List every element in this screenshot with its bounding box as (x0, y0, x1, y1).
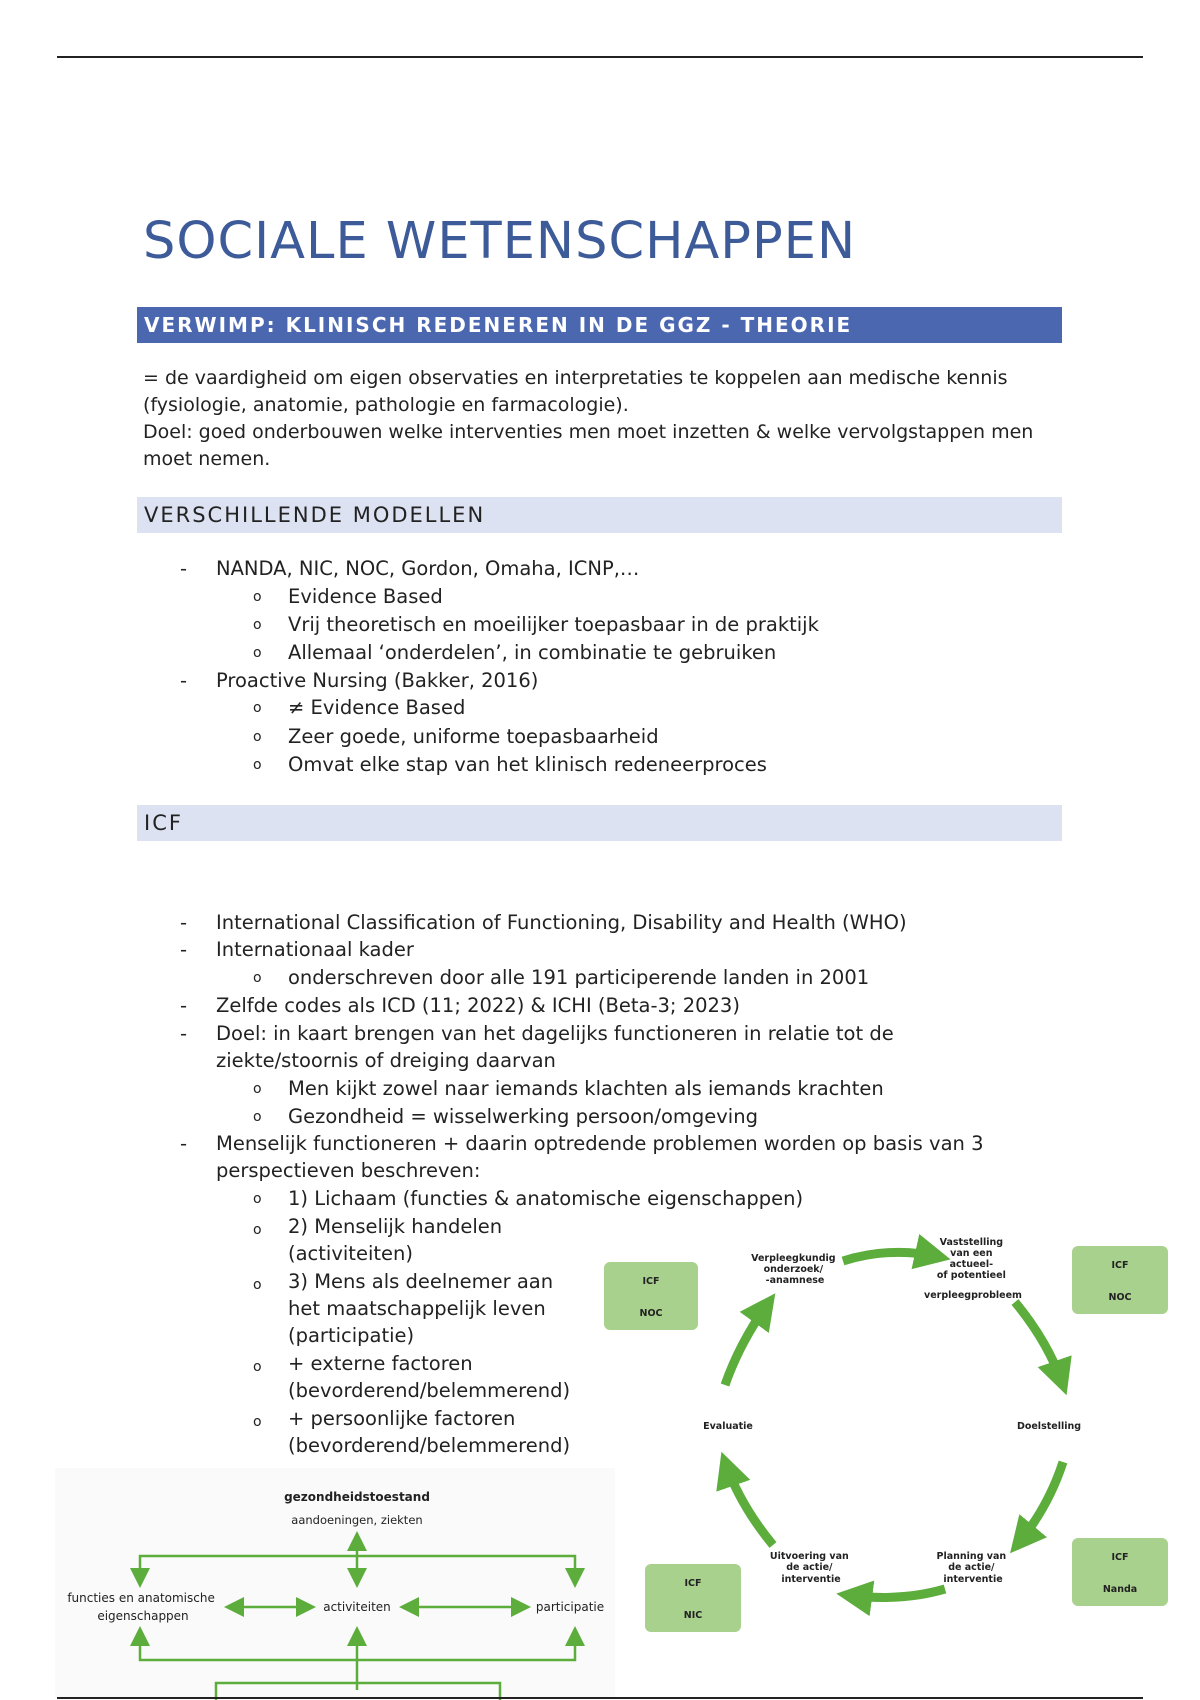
icf-right-label: participatie (535, 1600, 605, 1614)
item-text: Men kijkt zowel naar iemands klachten als iemands krachten (288, 1077, 884, 1100)
item-text: Omvat elke stap van het klinisch redeneerproces (288, 753, 767, 776)
bullet-marker: o (253, 1359, 262, 1375)
bullet-marker: o (253, 1191, 262, 1207)
svg-text:ICF: ICF (684, 1578, 702, 1589)
models-heading: VERSCHILLENDE MODELLEN (137, 497, 1062, 533)
item-text: Zelfde codes als ICD (11; 2022) & ICHI (Beta-3; 2023) (216, 994, 740, 1017)
item-text: Vrij theoretisch en moeilijker toepasbaar in de praktijk (288, 613, 819, 636)
item-text: NANDA, NIC, NOC, Gordon, Omaha, ICNP,… (216, 557, 640, 580)
dash-marker: - (180, 938, 188, 961)
item-text: 1) Lichaam (functies & anatomische eigenschappen) (288, 1187, 804, 1210)
dash-marker: - (180, 669, 188, 692)
bullet-marker: o (253, 617, 262, 633)
item-text: Gezondheid = wisselwerking persoon/omgeving (288, 1105, 758, 1128)
node-evaluatie: Evaluatie (703, 1421, 753, 1432)
item-text: 3) Mens als deelnemer aan het maatschappelijk leven (participatie) (288, 1270, 554, 1347)
dash-marker: - (180, 1132, 188, 1155)
svg-text:Nanda: Nanda (1102, 1584, 1138, 1595)
bullet-marker: o (253, 589, 262, 605)
node-onderzoek: Verpleegkundig onderzoek/ -anamnese (751, 1253, 836, 1286)
item-text: 2) Menselijk handelen (activiteiten) (288, 1215, 503, 1265)
item-text: Proactive Nursing (Bakker, 2016) (216, 669, 539, 692)
item-text: + persoonlijke factoren (bevorderend/belemmerend) (288, 1407, 571, 1457)
bullet-marker: o (253, 645, 262, 661)
icf-top-label: gezondheidstoestand (284, 1490, 430, 1504)
icf-heading: ICF (137, 805, 1062, 841)
node-vaststelling: Vaststelling van een actueel- of potentieel verpleegprobleem (924, 1237, 1022, 1301)
item-text: International Classification of Functioning, Disability and Health (WHO) (216, 911, 907, 934)
dash-marker: - (180, 994, 188, 1017)
node-planning: Planning van de actie/ interventie (936, 1551, 1007, 1585)
item-text: Internationaal kader (216, 938, 414, 961)
bullet-marker: o (253, 700, 262, 716)
bullet-marker: o (253, 729, 262, 745)
bullet-marker: o (253, 1414, 262, 1430)
dash-marker: - (180, 557, 188, 580)
item-text: Doel: in kaart brengen van het dagelijks functioneren in relatie tot de ziekte/stoornis of dreiging daarvan (216, 1022, 894, 1072)
svg-text:NIC: NIC (683, 1610, 703, 1621)
bullet-marker: o (253, 970, 262, 986)
bullet-marker: o (253, 1222, 262, 1238)
icf-left-label: functies en anatomische eigenschappen (67, 1591, 215, 1623)
intro-goal: Doel: goed onderbouwen welke interventies men moet inzetten & welke vervolgstappen men moet nemen. (143, 421, 1034, 470)
bullet-marker: o (253, 1277, 262, 1293)
node-doelstelling: Doelstelling (1016, 1421, 1082, 1432)
item-text: Zeer goede, uniforme toepasbaarheid (288, 725, 659, 748)
dash-marker: - (180, 911, 188, 934)
svg-text:ICF: ICF (642, 1276, 660, 1287)
icf-middle-label: activiteiten (323, 1600, 391, 1614)
bullet-marker: o (253, 757, 262, 773)
item-text: + externe factoren (bevorderend/belemmerend) (288, 1352, 571, 1402)
dash-marker: - (180, 1022, 188, 1045)
item-text: ≠ Evidence Based (288, 696, 466, 719)
item-text: Evidence Based (288, 585, 443, 608)
intro-definition: = de vaardigheid om eigen observaties en interpretaties te koppelen aan medische kennis (fysiologie, anatomie, pathologie en farmacologie). (143, 367, 1008, 416)
page-title: SOCIALE WETENSCHAPPEN (143, 212, 857, 271)
svg-text:NOC: NOC (1108, 1292, 1132, 1303)
icf-top-sublabel: aandoeningen, ziekten (291, 1513, 423, 1527)
svg-text:NOC: NOC (639, 1308, 663, 1319)
bullet-marker: o (253, 1109, 262, 1125)
main-heading: VERWIMP: KLINISCH REDENEREN IN DE GGZ - THEORIE (137, 307, 1062, 343)
bullet-marker: o (253, 1081, 262, 1097)
svg-text:ICF: ICF (1111, 1552, 1129, 1563)
item-text: Allemaal ‘onderdelen’, in combinatie te gebruiken (288, 641, 777, 664)
svg-text:ICF: ICF (1111, 1260, 1129, 1271)
bottom-rule (57, 1697, 1143, 1699)
item-text: Menselijk functioneren + daarin optredende problemen worden op basis van 3 perspectieven beschreven: (216, 1132, 984, 1182)
item-text: onderschreven door alle 191 participerende landen in 2001 (288, 966, 870, 989)
node-uitvoering: Uitvoering van de actie/ interventie (769, 1551, 849, 1585)
